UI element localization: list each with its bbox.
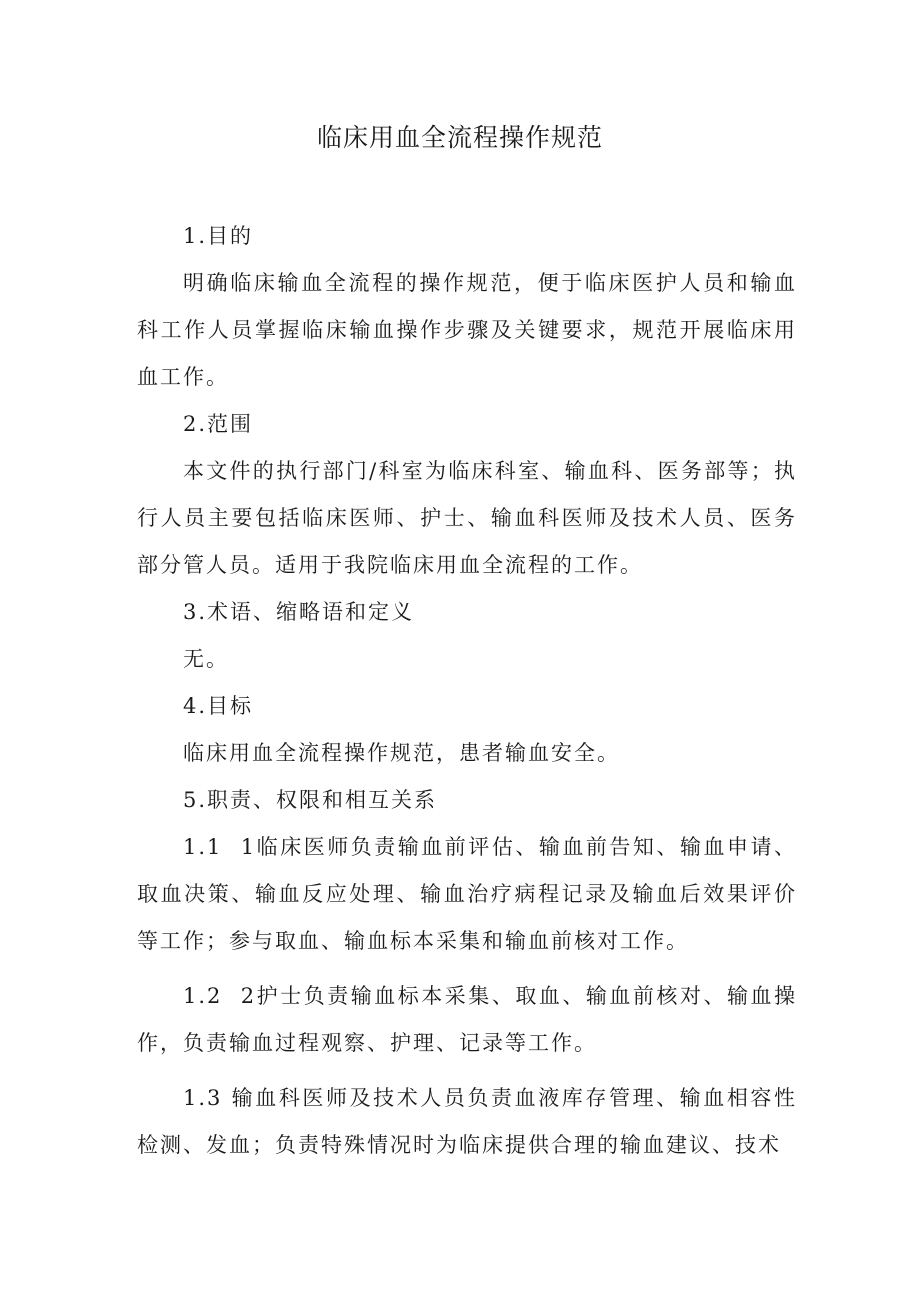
section-body-goal: 临床用血全流程操作规范，患者输血安全。 xyxy=(183,741,620,765)
section-heading-goal: 4.目标 xyxy=(183,694,254,718)
clause-1-3 xyxy=(137,1075,797,1169)
clause-1-1 xyxy=(137,824,797,965)
clause-1-2 xyxy=(137,973,797,1067)
clause-number: 1.1 xyxy=(183,835,223,859)
section-heading-scope: 2.范围 xyxy=(183,412,254,436)
clause-number: 1.2 xyxy=(183,984,223,1008)
section-body-purpose: 明确临床输血全流程的操作规范，便于临床医护人员和输血科工作人员掌握临床输血操作步骤及关键要求，规范开展临床用血工作。 xyxy=(137,271,797,389)
document-body xyxy=(137,213,797,1169)
clause-text: 1临床医师负责输血前评估、输血前告知、输血申请、取血决策、输血反应处理、输血治疗病程记录及输血后效果评价等工作；参与取血、输血标本采集和输血前核对工作。 xyxy=(137,835,798,953)
section-heading-responsibilities: 5.职责、权限和相互关系 xyxy=(183,788,438,812)
clause-text: 2护士负责输血标本采集、取血、输血前核对、输血操作，负责输血过程观察、护理、记录等工作。 xyxy=(137,984,798,1055)
section-heading-terms: 3.术语、缩略语和定义 xyxy=(183,600,415,624)
clause-number: 1.3 xyxy=(183,1086,223,1110)
document-title: 临床用血全流程操作规范 xyxy=(316,123,603,152)
section-heading-purpose: 1.目的 xyxy=(183,224,254,248)
clause-text: 输血科医师及技术人员负责血液库存管理、输血相容性检测、发血；负责特殊情况时为临床提供合理的输血建议、技术 xyxy=(137,1086,797,1157)
section-body-scope: 本文件的执行部门/科室为临床科室、输血科、医务部等；执行人员主要包括临床医师、护士、输血科医师及技术人员、医务部分管人员。适用于我院临床用血全流程的工作。 xyxy=(137,459,797,577)
section-body-terms: 无。 xyxy=(183,647,229,671)
